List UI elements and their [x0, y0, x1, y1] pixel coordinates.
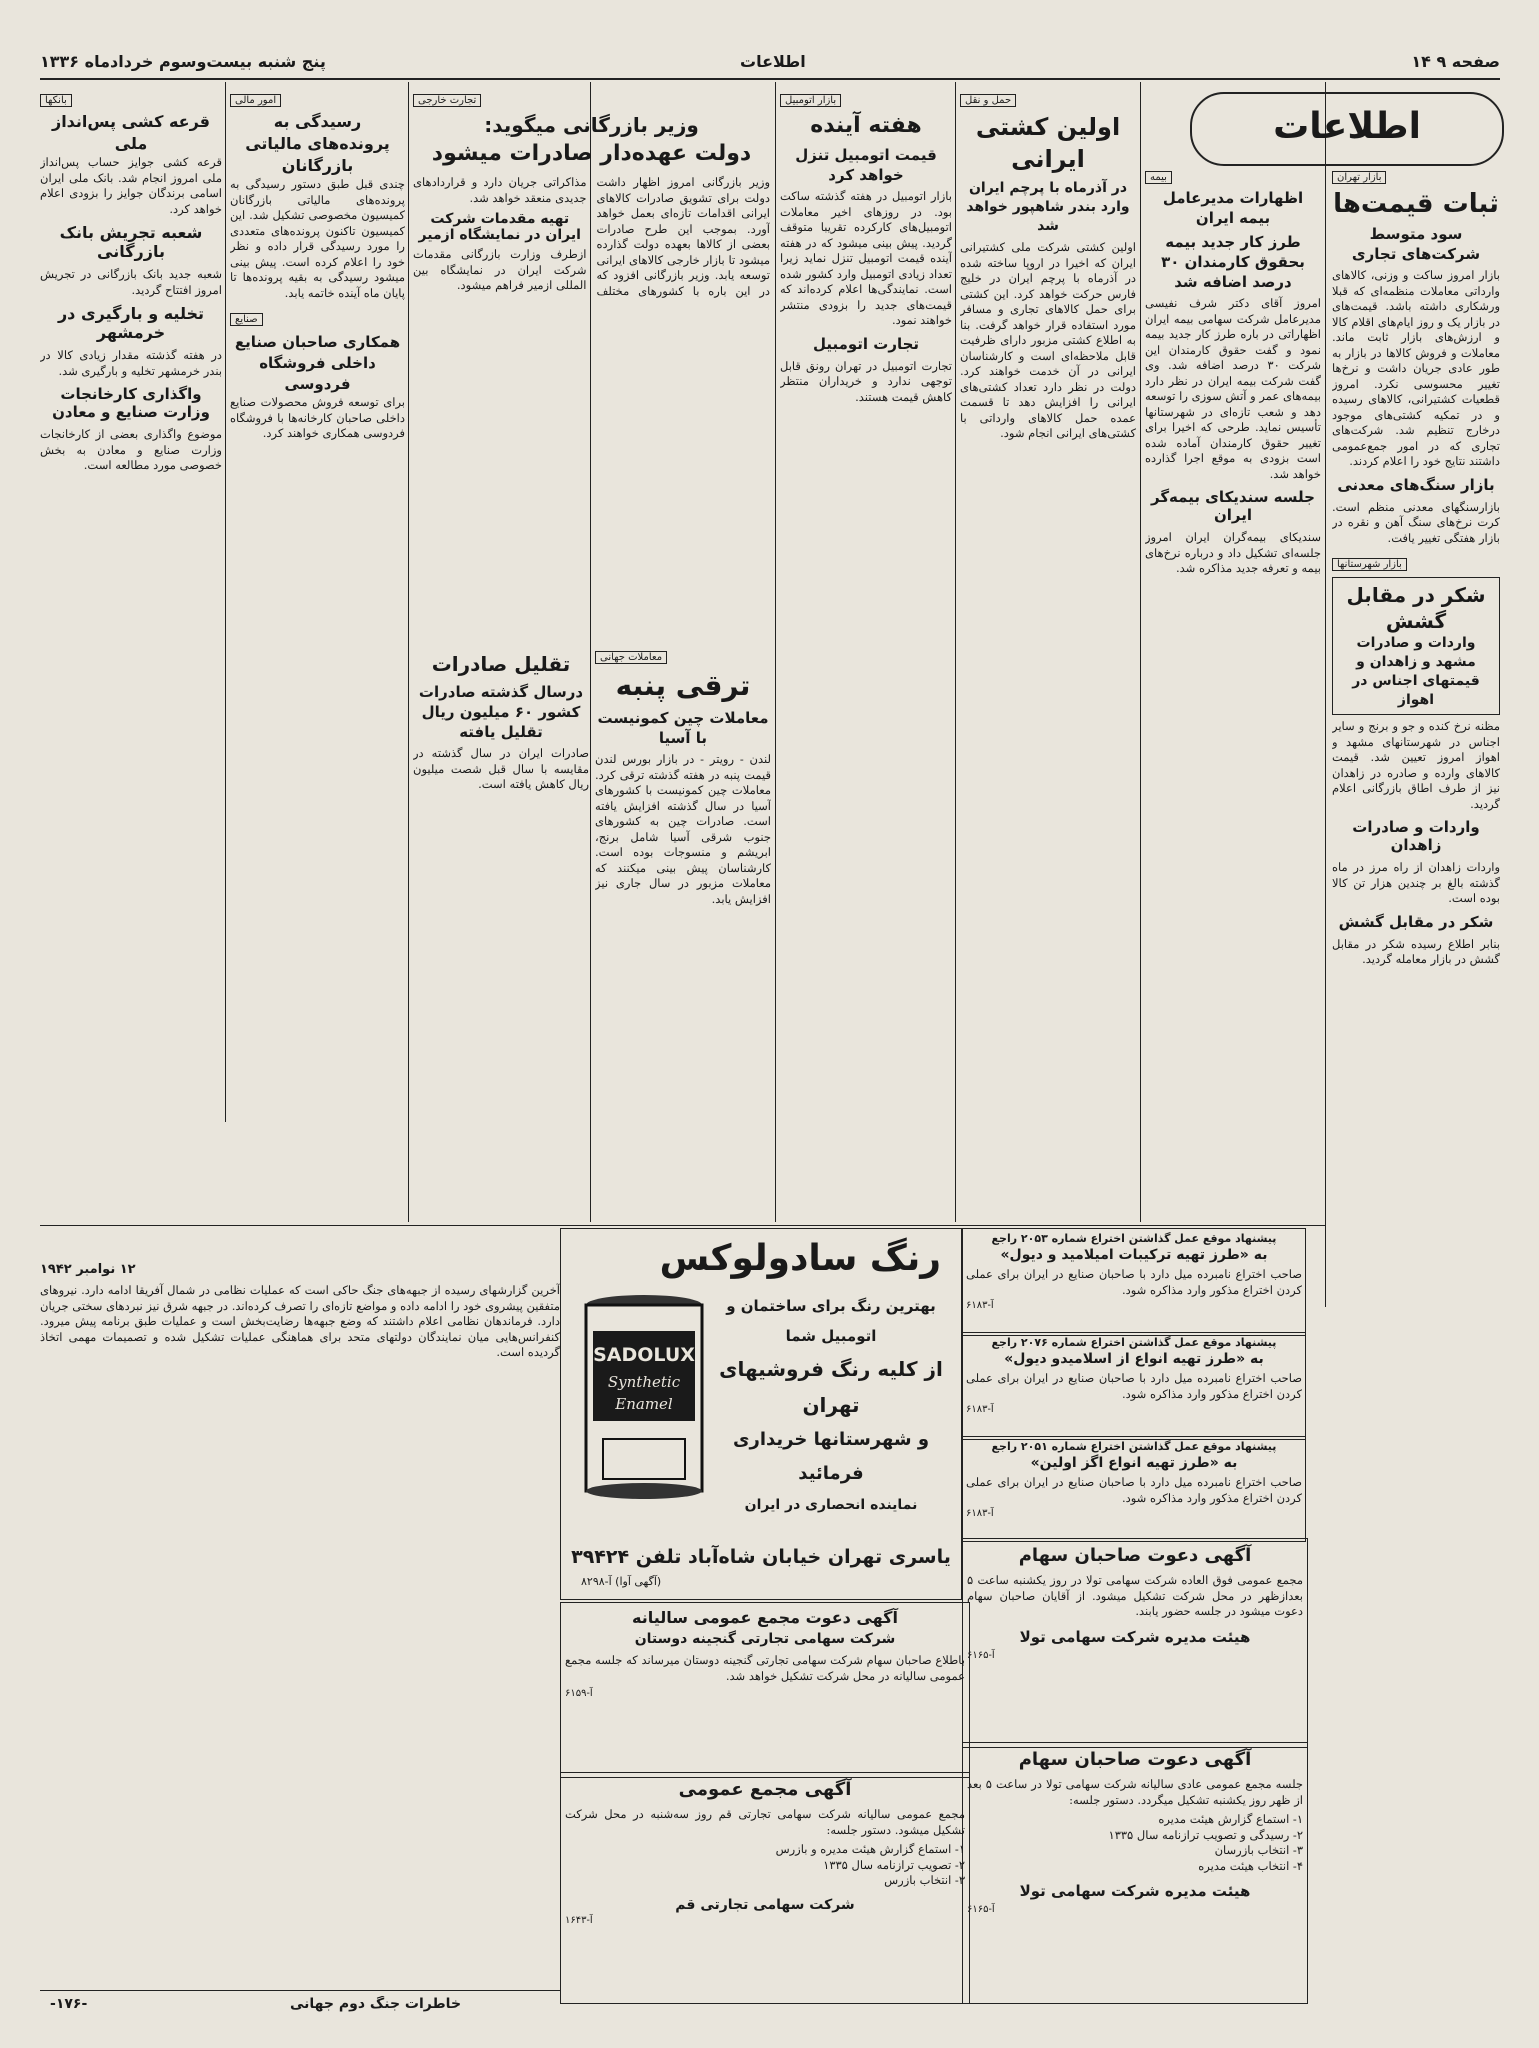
- subhead: سود متوسط شرکت‌های تجاری: [1351, 225, 1481, 263]
- column-rule: [775, 82, 776, 1222]
- ad-line: و شهرستانها خریداری فرمائید: [732, 1429, 930, 1484]
- article-body: چندی قبل طبق دستور رسیدگی به پرونده‌های مالیاتی بازرگانان کمیسیون مخصوصی تشکیل شد. این کمیسیون تاکنون پرونده‌های متعددی را مورد رسیدگی قرار داده و نظر خود را اعلام کرده است. پیش بینی میشود رسیدگی به بقیه پرونده‌ها تا پایان ماه آینده خاتمه یابد.: [230, 177, 405, 300]
- ad-line: نماینده انحصاری در ایران: [744, 1497, 918, 1513]
- memoir-date: ۱۲ نوامبر ۱۹۴۲: [40, 1262, 136, 1277]
- article-body: سندیکای بیمه‌گران ایران امروز جلسه‌ای تشکیل داد و درباره نرخ‌های بیمه و تعرفه جدید مذاکره شد.: [1145, 530, 1321, 575]
- subhead: تجارت اتومبیل: [812, 334, 920, 353]
- article-body: تجارت اتومبیل در تهران رونق قابل توجهی ندارد و خریداران منتظر کاهش قیمت هستند.: [780, 358, 952, 404]
- memoir-article: [40, 1262, 560, 1987]
- can-sub1: Synthetic: [607, 1373, 681, 1391]
- agenda-list: [967, 1812, 1303, 1874]
- sadolux-ad: [560, 1228, 962, 1600]
- article-body: ازطرف وزارت بازرگانی مقدمات شرکت ایران در نمایشگاه بین المللی ازمیر فراهم میشود.: [413, 247, 587, 292]
- invite-code: آ-۶۱۶۵: [967, 1649, 995, 1661]
- notice-subtitle: به «طرز تهیه انواع اگز اولین»: [1030, 1455, 1238, 1471]
- headline: ترقی پنبه: [615, 669, 751, 702]
- banks-column: [40, 88, 222, 1208]
- section-tag: بازار تهران: [1332, 171, 1386, 184]
- paint-can-icon: [579, 1291, 709, 1501]
- agenda-item: ۱- استماع گزارش هیئت مدیره: [1158, 1812, 1303, 1826]
- finance-column: [230, 88, 405, 1208]
- invite-title: آگهی دعوت صاحبان سهام: [1018, 1749, 1252, 1770]
- section-rule: [40, 1225, 1325, 1226]
- exports-article: [413, 650, 589, 900]
- notice-body: صاحب اختراع نامبرده میل دارد با صاحبان صنایع در ایران برای عملی کردن اختراع مذکور وارد مذاکره شود.: [966, 1475, 1302, 1505]
- ad-code: (آگهی آوا) آ-۸۲۹۸: [581, 1575, 662, 1588]
- notice-body: باطلاع صاحبان سهام شرکت سهامی تجارتی گنجینه دوستان میرساند که جلسه مجمع عمومی سالیانه در محل شرکت تشکیل خواهد شد.: [565, 1653, 965, 1683]
- headline: هفته آینده: [810, 113, 922, 138]
- subhead: معاملات چین کمونیست با آسیا: [597, 709, 769, 747]
- article-body: بازار امروز ساکت و وزنی، کالاهای وارداتی معاملات منظمه‌ای که قبلا ورشکاری داشته باشد. قیمت‌های در بازار یک و روز ایام‌های اقلام کالا و ارزش‌های بازار ثابت ماند. معاملات و فروش کالاها در بازار به طور عادی جریان داشت و نرخ‌ها تغییر محسوسی نکرد. امروز قطعیات کشتیرانی، کالاهای رسیده و در تمکیه کشتی‌های موجود درخارج تنظیم شد. شرکت‌های تجاری که در امور جمع‌عمومی داشتند نتایج خود را اعلام کردند.: [1332, 268, 1500, 468]
- ad-address: یاسری تهران خیابان شاه‌آباد تلفن ۳۹۴۲۴: [571, 1546, 951, 1568]
- agenda-item: ۲- رسیدگی و تصویب ترازنامه سال ۱۳۳۵: [1108, 1827, 1303, 1842]
- section-tag: حمل و نقل: [960, 94, 1016, 107]
- article-body: موضوع واگذاری بعضی از کارخانجات وزارت صنایع و معادن به بخش خصوصی مورد مطالعه است.: [40, 427, 222, 472]
- headline: شکر در مقابل گشش: [1346, 583, 1486, 633]
- annual-meeting-notice: [560, 1602, 970, 1778]
- invite-signature: هیئت مدیره شرکت سهامی تولا: [1019, 1882, 1251, 1900]
- subhead: درسال گذشته صادرات کشور ۶۰ میلیون ریال تقلیل یافته: [418, 683, 584, 741]
- paint-can: [579, 1291, 709, 1501]
- section-tag: بیمه: [1145, 171, 1172, 184]
- section-title: اطلاعات: [1190, 92, 1504, 166]
- notice-title: آگهی دعوت مجمع عمومی سالیانه: [632, 1608, 898, 1627]
- foreign-trade-column: [413, 88, 770, 648]
- section-tag: بازار شهرستانها: [1332, 558, 1407, 571]
- article-body: لندن - رویتر - در بازار بورس لندن قیمت پنبه در هفته گذشته ترقی کرد. معاملات چین کمونیست با کشورهای آسیا در سال گذشته افزایش یافته است. صادرات چین به کشورهای جنوب شرقی آسیا شامل برنج، ابریشم و منسوجات بوده است. کارشناسان پیش بینی میکنند که معاملات مزبور در سال جاری نیز افزایش یابد.: [595, 752, 771, 906]
- patent-notice: [962, 1332, 1306, 1440]
- headline: قرعه کشی پس‌انداز ملی: [51, 112, 211, 153]
- market-column: [1332, 165, 1500, 1625]
- notice-signature: شرکت سهامی تجارتی قم: [675, 1896, 855, 1913]
- can-brand: SADOLUX: [593, 1344, 695, 1366]
- issue-date: پنج شنبه بیست‌وسوم خردادماه ۱۳۳۶: [40, 52, 326, 71]
- section-tag: بانکها: [40, 94, 72, 107]
- article-body: قرعه کشی جوایز حساب پس‌انداز ملی امروز انجام شد. بانک ملی ایران اسامی برندگان جوایز را بزودی اعلام خواهد کرد.: [40, 155, 222, 216]
- shipping-column: [960, 88, 1136, 1218]
- section-tag: امور مالی: [230, 94, 281, 107]
- agenda-item: ۱- استماع گزارش هیئت مدیره و بازرس: [775, 1842, 965, 1856]
- insurance-column: [1145, 165, 1321, 1215]
- headline: اولین کشتی ایرانی: [975, 113, 1121, 173]
- automobile-column: [780, 88, 952, 1128]
- section-tag: صنایع: [230, 313, 263, 326]
- agenda-item: ۳- انتخاب بازرسان: [1214, 1843, 1303, 1857]
- column-rule: [225, 82, 226, 1122]
- subhead: تخلیه و بارگیری در خرمشهر: [57, 304, 205, 342]
- annual-meeting-notice: [560, 1772, 970, 2004]
- article-body: بازار اتومبیل در هفته گذشته ساکت بود. در روزهای اخیر معاملات اتومبیل‌های کارکرده تقریبا متوقف گردید. پیش بینی میشود که در هفته آینده قیمت اتومبیل تنزل نماید زیرا تعداد زیادی اتومبیل وارد کشور شده است. نمایندگی‌ها اعلام کرده‌اند که قیمت‌های جدید را بزودی منتشر خواهند نمود.: [780, 189, 952, 327]
- article-body: بنابر اطلاع رسیده شکر در مقابل گشش در بازار معامله گردید.: [1332, 936, 1500, 966]
- shareholder-invite: [962, 1538, 1308, 1748]
- subhead: جلسه سندیکای بیمه‌گر ایران: [1151, 488, 1315, 524]
- invite-signature: هیئت مدیره شرکت سهامی تولا: [1019, 1627, 1251, 1646]
- notice-code: آ-۶۱۵۹: [565, 1688, 593, 1699]
- agenda-item: ۳- انتخاب بازرس: [884, 1873, 965, 1887]
- memoir-title: خاطرات جنگ دوم جهانی: [290, 1996, 462, 2012]
- column-rule: [955, 82, 956, 1222]
- headline: وزیر بازرگانی میگوید:: [484, 113, 699, 137]
- subhead: قیمت اتومبیل تنزل خواهد کرد: [795, 146, 937, 184]
- agenda-item: ۲- تصویب ترازنامه سال ۱۳۳۵: [823, 1857, 965, 1872]
- ad-line: از کلیه رنگ فروشیهای تهران: [719, 1357, 943, 1417]
- can-sub2: Enamel: [615, 1395, 673, 1413]
- patent-notice: [962, 1436, 1306, 1542]
- article-body: امروز آقای دکتر شرف نفیسی مدیرعامل شرکت سهامی بیمه ایران اظهاراتی در باره طرز کار جدید بیمه نمود و گفت حقوق کارمندان این شرکت ۳۰ درصد اضافه شد. وی گفت شرکت بیمه ایران در نظر دارد بیمه‌های عمر و آتش سوزی را توسعه دهد و شعب تازه‌ای در شهرستانها تأسیس نماید. طرحی که اخیرا برای تغییر حقوق کارمندان آماده شده است بزودی به موقع اجرا گذارده خواهد شد.: [1145, 296, 1321, 481]
- invite-title: آگهی دعوت صاحبان سهام: [1018, 1545, 1252, 1566]
- article-body: برای توسعه فروش محصولات صنایع داخلی صاحبان کارخانه‌ها با فروشگاه فردوسی همکاری خواهند کرد.: [230, 395, 405, 440]
- article-body: مظنه نرخ کنده و جو و برنج و سایر اجناس در شهرستانهای مشهد و اهواز امروز تعیین شد. قیمت کالاهای وارده و صادره در زاهدان نیز از طرف اطاق بازرگانی اعلام گردید.: [1332, 719, 1500, 811]
- notice-subtitle: به «طرز تهیه انواع از اسلامیدو دیول»: [1004, 1351, 1264, 1367]
- subhead: واردات و صادرات مشهد و زاهدان و قیمتهای اجناس در اهواز: [1352, 635, 1480, 708]
- subhead: واگذاری کارخانجات وزارت صنایع و معادن: [52, 385, 210, 421]
- notice-subtitle: به «طرز تهیه ترکیبات امیلامید و دیول»: [1000, 1247, 1268, 1263]
- notice-title: پیشنهاد موقع عمل گذاشتن اختراع شماره ۲۰۷۶ راجع: [991, 1336, 1277, 1349]
- shareholder-invite: [962, 1742, 1308, 2004]
- subhead: بازار سنگ‌های معدنی: [1337, 475, 1495, 494]
- section-tag: معاملات جهانی: [595, 651, 667, 664]
- headline: ثبات قیمت‌ها: [1333, 189, 1499, 219]
- subhead: در آذرماه با پرچم ایران وارد بندر شاهپور خواهد شد: [966, 180, 1130, 234]
- header-rule: [40, 78, 1500, 80]
- cotton-article: [595, 645, 771, 1220]
- page-header: [40, 50, 1500, 76]
- ad-title: رنگ سادولوکس: [659, 1238, 941, 1279]
- notice-code: آ-۶۱۸۳: [966, 1508, 994, 1519]
- headline: رسیدگی به پرونده‌های مالیاتی بازرگانان: [245, 112, 390, 175]
- article-body: وزیر بازرگانی امروز اظهار داشت دولت برای تشویق صادرات کالاهای ایرانی اقدامات تازه‌ای بعمل خواهد آورد. بموجب این طرح صادرات بعضی از کالاها بعهده دولت گذارده میشود تا بازار خارجی کالاهای ایرانی توسعه یابد. وزیر بازرگانی افزود که در این باره با کشورهای مختلف مذاکراتی جریان دارد و قراردادهای جدیدی منعقد خواهد شد.: [413, 175, 770, 298]
- invite-body: مجمع عمومی فوق العاده شرکت سهامی تولا در روز یکشنبه ساعت ۵ بعدازظهر در محل شرکت تشکیل میشود. از آقایان صاحبان سهام دعوت میشود در جلسه حضور یابند.: [967, 1573, 1303, 1618]
- article-body: آخرین گزارشهای رسیده از جبهه‌های جنگ حاکی است که عملیات نظامی در شمال آفریقا ادامه دارد. نیروهای متفقین پیشروی خود را ادامه داده و مواضع تازه‌ای را تصرف کرده‌اند. در جبهه شرق نیز نبردهای سختی جریان دارد. فرماندهان نظامی اعلام داشتند که وضع جبهه‌ها رضایت‌بخش است و عملیات طبق برنامه پیش میرود. کنفرانس‌هایی میان نمایندگان دولتهای متحد برای هماهنگی عملیات تشکیل شده و تصمیمات مهمی اتخاذ گردیده است.: [40, 1283, 560, 1359]
- subhead: طرز کار جدید بیمه بحقوق کارمندان ۳۰ درصد اضافه شد: [1161, 233, 1305, 291]
- article-body: شعبه جدید بانک بازرگانی در تجریش امروز افتتاح گردید.: [40, 267, 222, 297]
- article-body: اولین کشتی شرکت ملی کشتیرانی ایران که اخیرا در اروپا ساخته شده در آذرماه با پرچم ایران در خلیج فارس حرکت خواهد کرد. این کشتی برای حمل کالاهای تجاری و مسافر مورد استفاده قرار خواهد گرفت. بنا به اطلاع کشتی مزبور دارای ظرفیت قابل ملاحظه‌ای است و کارشناسان ایرانی در آن خدمت خواهند کرد. دولت در نظر دارد تعداد کشتی‌های ایرانی را افزایش دهد تا قسمت عمده حمل کالاهای وارداتی با کشتی‌های ایرانی انجام شود.: [960, 240, 1136, 440]
- subhead: دولت عهده‌دار صادرات میشود: [431, 141, 752, 166]
- notice-body: صاحب اختراع نامبرده میل دارد با صاحبان صنایع در ایران برای عملی کردن اختراع مذکور وارد مذاکره شود.: [966, 1267, 1302, 1297]
- notice-body: مجمع عمومی سالیانه شرکت سهامی تجارتی قم روز سه‌شنبه در محل شرکت تشکیل میشود. دستور جلسه:: [565, 1807, 965, 1837]
- article-body: در هفته گذشته مقدار زیادی کالا در بندر خرمشهر تخلیه و بارگیری شد.: [40, 348, 222, 378]
- article-body: واردات زاهدان از راه مرز در ماه گذشته بالغ بر چندین هزار تن کالا بوده است.: [1332, 860, 1500, 905]
- subhead: شکر در مقابل گشش: [1338, 912, 1494, 931]
- section-tag: بازار اتومبیل: [780, 94, 841, 107]
- notice-title: آگهی مجمع عمومی: [678, 1779, 852, 1800]
- headline: تقلیل صادرات: [431, 652, 571, 676]
- article-body: صادرات ایران در سال گذشته در مقایسه با سال قبل شصت میلیون ریال کاهش یافته است.: [413, 746, 589, 791]
- subhead: واردات و صادرات زاهدان: [1352, 818, 1480, 854]
- headline: اظهارات مدیرعامل بیمه ایران: [1162, 189, 1304, 227]
- notice-title: پیشنهاد موقع عمل گذاشتن اختراع شماره ۲۰۵۱ راجع: [991, 1440, 1277, 1453]
- memoir-footer: [40, 1996, 560, 2020]
- notice-title: پیشنهاد موقع عمل گذاشتن اختراع شماره ۲۰۵۳ راجع: [991, 1232, 1277, 1245]
- invite-code: آ-۶۱۶۵: [967, 1904, 995, 1915]
- subhead: تهیه مقدمات شرکت ایران در نمایشگاه ازمیر: [418, 211, 581, 243]
- agenda-item: ۴- انتخاب هیئت مدیره: [1198, 1858, 1303, 1873]
- page-number: صفحه ۹ ۱۴: [1411, 52, 1500, 71]
- section-tag: تجارت خارجی: [413, 94, 481, 107]
- notice-code: آ-۶۱۸۳: [966, 1300, 994, 1311]
- paper-name: اطلاعات: [740, 52, 806, 71]
- column-rule: [1325, 82, 1326, 1307]
- memoir-footer-rule: [40, 1990, 560, 1991]
- column-rule: [1140, 82, 1141, 1222]
- notice-subtitle: شرکت سهامی تجارتی گنجینه دوستان: [634, 1631, 896, 1647]
- agenda-list: [565, 1842, 965, 1889]
- notice-code: آ-۶۱۸۳: [966, 1404, 994, 1415]
- notice-code: آ-۱۶۴۳: [565, 1914, 593, 1926]
- headline: همکاری صاحبان صنایع داخلی فروشگاه فردوسی: [234, 333, 401, 393]
- notice-body: صاحب اختراع نامبرده میل دارد با صاحبان صنایع در ایران برای عملی کردن اختراع مذکور وارد مذاکره شود.: [966, 1371, 1302, 1401]
- invite-body: جلسه مجمع عمومی عادی سالیانه شرکت سهامی تولا در ساعت ۵ بعد از ظهر روز یکشنبه تشکیل میگردد. دستور جلسه:: [967, 1777, 1303, 1807]
- boxed-headline: [1332, 577, 1500, 715]
- column-rule: [408, 82, 409, 1222]
- article-body: بازارسنگهای معدنی منظم است. کرت نرخ‌های سنگ آهن و نقره در بازار هفتگی تغییر یافت.: [1332, 499, 1500, 545]
- memoir-page-number: -۱۷۶-: [50, 1996, 88, 2012]
- ad-line: بهترین رنگ برای ساختمان و اتومبیل شما: [726, 1297, 936, 1345]
- subhead: شعبه تجریش بانک بازرگانی: [59, 223, 203, 261]
- patent-notice: [962, 1228, 1306, 1336]
- ad-copy: [711, 1291, 951, 1541]
